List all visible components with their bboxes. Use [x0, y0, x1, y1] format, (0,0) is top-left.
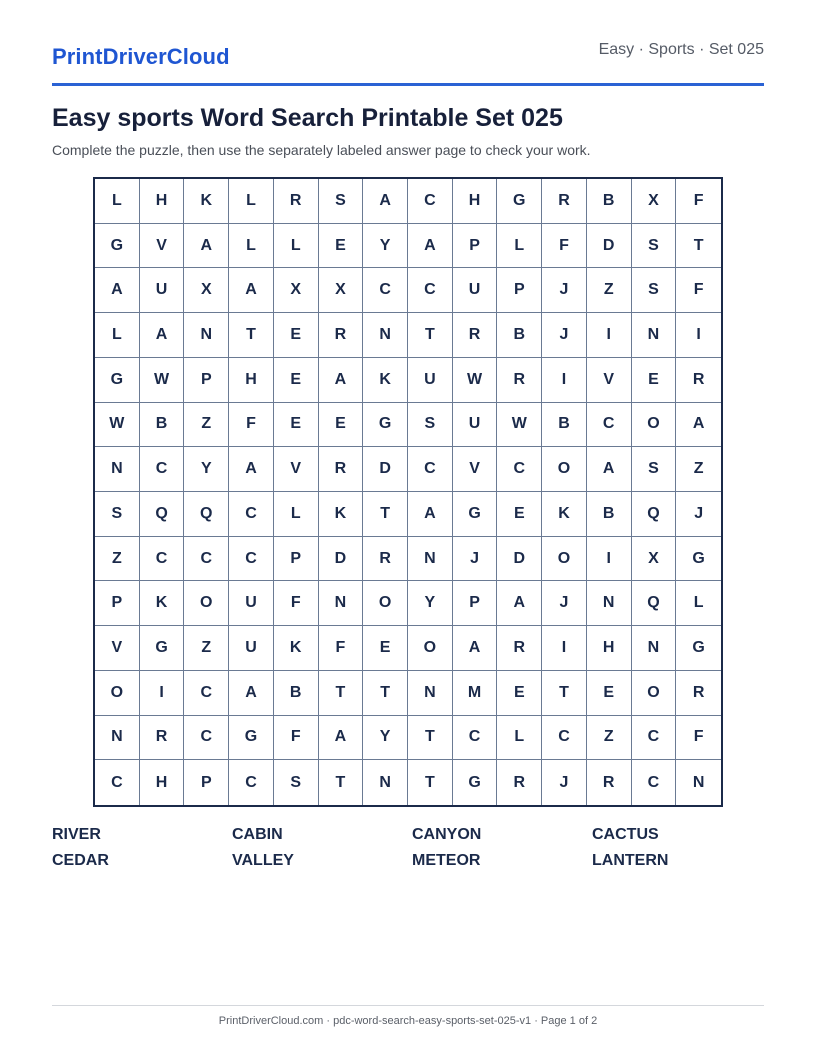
grid-cell: N — [184, 313, 229, 358]
grid-cell: S — [632, 447, 677, 492]
grid-cell: V — [95, 626, 140, 671]
grid-cell: B — [274, 671, 319, 716]
grid-cell: M — [453, 671, 498, 716]
word-list-item: METEOR — [412, 852, 481, 869]
grid-cell: J — [542, 581, 587, 626]
grid-cell: U — [453, 268, 498, 313]
grid-cell: G — [363, 403, 408, 448]
grid-cell: G — [453, 760, 498, 805]
grid-cell: F — [676, 716, 721, 761]
grid-cell: C — [184, 537, 229, 582]
grid-cell: F — [229, 403, 274, 448]
grid-cell: R — [453, 313, 498, 358]
grid-cell: K — [140, 581, 185, 626]
grid-cell: O — [632, 403, 677, 448]
grid-cell: S — [274, 760, 319, 805]
grid-cell: P — [95, 581, 140, 626]
grid-cell: Q — [632, 581, 677, 626]
grid-cell: P — [184, 760, 229, 805]
grid-cell: L — [274, 224, 319, 269]
grid-cell: C — [497, 447, 542, 492]
word-list-item: CEDAR — [52, 852, 109, 869]
grid-cell: H — [229, 358, 274, 403]
grid-cell: B — [587, 492, 632, 537]
grid-cell: C — [408, 447, 453, 492]
grid-cell: Z — [587, 268, 632, 313]
grid-cell: V — [453, 447, 498, 492]
grid-cell: D — [497, 537, 542, 582]
grid-cell: I — [587, 313, 632, 358]
grid-cell: C — [140, 537, 185, 582]
grid-cell: A — [140, 313, 185, 358]
word-list-item: CACTUS — [592, 826, 659, 843]
grid-cell: N — [632, 626, 677, 671]
grid-cell: R — [319, 313, 364, 358]
grid-cell: I — [587, 537, 632, 582]
grid-cell: U — [453, 403, 498, 448]
grid-cell: D — [587, 224, 632, 269]
grid-cell: A — [95, 268, 140, 313]
grid-cell: X — [274, 268, 319, 313]
grid-cell: G — [497, 179, 542, 224]
grid-cell: O — [184, 581, 229, 626]
page-header — [52, 0, 764, 86]
grid-cell: F — [274, 581, 319, 626]
grid-cell: T — [408, 313, 453, 358]
grid-cell: K — [319, 492, 364, 537]
grid-cell: A — [319, 358, 364, 403]
grid-cell: T — [542, 671, 587, 716]
grid-cell: A — [408, 224, 453, 269]
grid-cell: F — [319, 626, 364, 671]
grid-cell: R — [676, 671, 721, 716]
grid-cell: Y — [184, 447, 229, 492]
grid-cell: U — [408, 358, 453, 403]
grid-cell: B — [497, 313, 542, 358]
grid-cell: O — [542, 447, 587, 492]
grid-cell: F — [274, 716, 319, 761]
grid-cell: X — [184, 268, 229, 313]
grid-cell: L — [95, 179, 140, 224]
grid-cell: T — [408, 716, 453, 761]
grid-cell: S — [408, 403, 453, 448]
word-list-item: LANTERN — [592, 852, 669, 869]
grid-cell: O — [408, 626, 453, 671]
grid-cell: Q — [140, 492, 185, 537]
grid-cell: H — [140, 760, 185, 805]
grid-cell: Z — [184, 403, 229, 448]
grid-cell: L — [497, 224, 542, 269]
grid-cell: R — [363, 537, 408, 582]
grid-cell: K — [274, 626, 319, 671]
grid-cell: K — [184, 179, 229, 224]
grid-cell: X — [632, 179, 677, 224]
grid-cell: E — [497, 671, 542, 716]
grid-cell: D — [363, 447, 408, 492]
grid-cell: T — [319, 671, 364, 716]
grid-cell: C — [542, 716, 587, 761]
grid-cell: E — [497, 492, 542, 537]
grid-cell: Y — [363, 224, 408, 269]
grid-cell: O — [363, 581, 408, 626]
grid-cell: A — [587, 447, 632, 492]
grid-cell: G — [676, 626, 721, 671]
grid-cell: W — [140, 358, 185, 403]
grid-cell: I — [542, 626, 587, 671]
grid-cell: S — [95, 492, 140, 537]
grid-cell: R — [497, 760, 542, 805]
grid-cell: G — [140, 626, 185, 671]
grid-cell: N — [632, 313, 677, 358]
grid-cell: H — [453, 179, 498, 224]
page-title: Easy sports Word Search Printable Set 025 — [52, 104, 563, 132]
page-subtitle: Complete the puzzle, then use the separately labeled answer page to check your work. — [52, 142, 591, 158]
grid-cell: N — [408, 671, 453, 716]
word-list-item: CANYON — [412, 826, 482, 843]
grid-cell: U — [229, 581, 274, 626]
grid-cell: W — [453, 358, 498, 403]
grid-cell: T — [229, 313, 274, 358]
grid-cell: N — [319, 581, 364, 626]
grid-cell: Z — [95, 537, 140, 582]
grid-cell: J — [453, 537, 498, 582]
grid-cell: E — [632, 358, 677, 403]
grid-cell: F — [542, 224, 587, 269]
grid-cell: N — [95, 447, 140, 492]
word-list-item: CABIN — [232, 826, 283, 843]
grid-cell: W — [95, 403, 140, 448]
grid-cell: R — [587, 760, 632, 805]
grid-cell: J — [542, 313, 587, 358]
grid-cell: E — [319, 403, 364, 448]
grid-cell: D — [319, 537, 364, 582]
grid-cell: F — [676, 179, 721, 224]
grid-cell: P — [453, 581, 498, 626]
grid-cell: N — [363, 760, 408, 805]
brand-logo[interactable]: PrintDriverCloud — [52, 44, 230, 69]
grid-cell: E — [274, 313, 319, 358]
grid-cell: C — [632, 716, 677, 761]
grid-cell: T — [408, 760, 453, 805]
grid-cell: P — [184, 358, 229, 403]
grid-cell: W — [497, 403, 542, 448]
grid-cell: A — [676, 403, 721, 448]
grid-cell: A — [497, 581, 542, 626]
grid-cell: Q — [184, 492, 229, 537]
grid-cell: O — [542, 537, 587, 582]
grid-cell: C — [453, 716, 498, 761]
grid-cell: C — [95, 760, 140, 805]
grid-cell: C — [408, 268, 453, 313]
grid-cell: I — [140, 671, 185, 716]
grid-cell: X — [319, 268, 364, 313]
grid-cell: J — [542, 268, 587, 313]
grid-cell: V — [587, 358, 632, 403]
grid-cell: B — [587, 179, 632, 224]
grid-cell: Z — [587, 716, 632, 761]
page-footer: PrintDriverCloud.com · pdc-word-search-easy-sports-set-025-v1 · Page 1 of 2 — [52, 1005, 764, 1027]
grid-cell: T — [363, 671, 408, 716]
grid-cell: Y — [408, 581, 453, 626]
grid-cell: S — [632, 224, 677, 269]
grid-cell: L — [95, 313, 140, 358]
grid-cell: U — [140, 268, 185, 313]
grid-cell: B — [140, 403, 185, 448]
word-list-item: VALLEY — [232, 852, 294, 869]
grid-cell: L — [676, 581, 721, 626]
grid-cell: K — [363, 358, 408, 403]
grid-cell: U — [229, 626, 274, 671]
grid-cell: N — [408, 537, 453, 582]
grid-cell: S — [632, 268, 677, 313]
grid-cell: A — [453, 626, 498, 671]
grid-cell: H — [587, 626, 632, 671]
grid-cell: Z — [184, 626, 229, 671]
grid-cell: C — [229, 760, 274, 805]
grid-cell: E — [587, 671, 632, 716]
grid-cell: K — [542, 492, 587, 537]
grid-cell: G — [453, 492, 498, 537]
grid-cell: L — [229, 179, 274, 224]
grid-cell: L — [497, 716, 542, 761]
grid-cell: X — [632, 537, 677, 582]
grid-cell: R — [676, 358, 721, 403]
grid-cell: N — [587, 581, 632, 626]
grid-cell: A — [229, 671, 274, 716]
grid-cell: S — [319, 179, 364, 224]
grid-cell: N — [95, 716, 140, 761]
grid-cell: Y — [363, 716, 408, 761]
grid-cell: R — [274, 179, 319, 224]
grid-cell: G — [95, 358, 140, 403]
grid-cell: P — [453, 224, 498, 269]
grid-cell: V — [274, 447, 319, 492]
grid-cell: L — [274, 492, 319, 537]
grid-cell: P — [497, 268, 542, 313]
grid-cell: R — [542, 179, 587, 224]
grid-cell: L — [229, 224, 274, 269]
word-search-grid — [93, 177, 723, 807]
grid-cell: E — [319, 224, 364, 269]
grid-cell: C — [184, 716, 229, 761]
grid-cell: C — [363, 268, 408, 313]
grid-cell: C — [229, 492, 274, 537]
grid-cell: I — [676, 313, 721, 358]
grid-cell: J — [676, 492, 721, 537]
grid-cell: O — [632, 671, 677, 716]
grid-cell: G — [95, 224, 140, 269]
grid-cell: R — [497, 358, 542, 403]
grid-cell: A — [184, 224, 229, 269]
grid-cell: F — [676, 268, 721, 313]
grid-cell: C — [184, 671, 229, 716]
grid-cell: V — [140, 224, 185, 269]
grid-cell: C — [632, 760, 677, 805]
grid-cell: C — [140, 447, 185, 492]
grid-cell: T — [363, 492, 408, 537]
grid-cell: A — [319, 716, 364, 761]
grid-cell: B — [542, 403, 587, 448]
grid-cell: T — [319, 760, 364, 805]
grid-cell: J — [542, 760, 587, 805]
grid-cell: P — [274, 537, 319, 582]
grid-cell: Z — [676, 447, 721, 492]
grid-cell: R — [497, 626, 542, 671]
word-list-item: RIVER — [52, 826, 101, 843]
grid-cell: A — [408, 492, 453, 537]
grid-cell: C — [587, 403, 632, 448]
grid-cell: A — [363, 179, 408, 224]
grid-cell: O — [95, 671, 140, 716]
grid-cell: E — [274, 403, 319, 448]
grid-cell: T — [676, 224, 721, 269]
word-list — [52, 826, 764, 870]
grid-cell: E — [363, 626, 408, 671]
grid-cell: I — [542, 358, 587, 403]
grid-cell: A — [229, 447, 274, 492]
grid-cell: C — [408, 179, 453, 224]
grid-cell: G — [229, 716, 274, 761]
grid-cell: H — [140, 179, 185, 224]
grid-cell: A — [229, 268, 274, 313]
breadcrumb: Easy · Sports · Set 025 — [598, 41, 764, 58]
grid-cell: G — [676, 537, 721, 582]
grid-cell: N — [363, 313, 408, 358]
grid-cell: R — [319, 447, 364, 492]
grid-cell: C — [229, 537, 274, 582]
grid-cell: Q — [632, 492, 677, 537]
grid-cell: E — [274, 358, 319, 403]
grid-cell: R — [140, 716, 185, 761]
grid-cell: N — [692, 773, 705, 791]
